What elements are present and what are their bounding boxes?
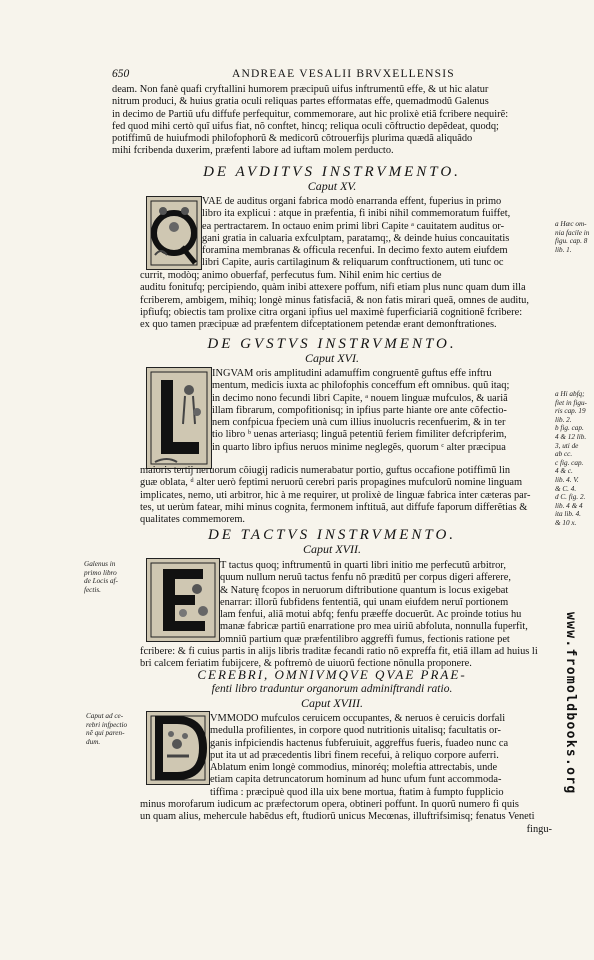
section3-body-indented — [220, 560, 552, 646]
text-line: VMMODO mufculos ceruicem occupantes, & neruos è ceruicis dorfali — [210, 713, 506, 724]
text-line: omniũ partium quæ præfentilibro aggreffi fumus, fectionis ratione pet — [220, 633, 510, 645]
intro-paragraph — [112, 84, 552, 158]
text-line: ganis infpiciendis hactenus fubferuiuit, aggreffus fueris, fuadeo nunc ca — [210, 737, 509, 749]
section2-body-indented — [212, 368, 552, 454]
section-subtitle: fenti libro traduntur organorum adminiftrandi ratio. — [211, 683, 453, 695]
decorated-initial-q — [146, 196, 202, 270]
text-line: & Naturę fcopos in neruorum diftributione quantum is locus exigebat — [220, 584, 509, 596]
text-line: foramina membranas & officula recenfui. In decimo fexto autem eiufdem — [202, 245, 508, 256]
text-line: minus morofarum iudicum ac præfectorum opera, obtineri poffunt. In quorũ numero fi quis — [140, 799, 519, 810]
text-line: gani gratia in caluaria exfculptam, paratamq;, & deinde huius concauitatis — [202, 232, 510, 244]
text-line: VAE de auditus organi fabrica modò enarranda effent, fuperius in primo — [202, 196, 502, 207]
marginal-note: Caput ad ce- rebri infpectio nẽ qui paren- dum. — [86, 712, 128, 746]
text-line: bri calcem feriatim fubijcere, & poftremò de uiuorũ fectione nõnulla proponere. — [140, 658, 472, 670]
caput-heading: Caput XVIII. — [301, 696, 363, 710]
section4-body-indented — [210, 713, 552, 799]
text-line: tio libro ᵇ uenas arteriasq; linguã petentiũ feriem fimiliter defcripferim, — [212, 429, 507, 441]
text-line: nitrum produci, & huius gratia oculi reliquas partes efformatas effe, quemadmodũ Galenus — [112, 96, 489, 108]
text-line: tiffima : præcipuè quod illa uix bene mortua, ftatim à fumpto fupplicio — [210, 786, 504, 798]
text-line: mentum, medicis iuxta ac philofophis conceffum eft omnibus. quũ itaq; — [212, 380, 510, 392]
text-line: nem confpicua fpeciem unà cum illius inuolucris recenfuerim, & in ter — [212, 417, 506, 428]
text-line: enarrar: illorũ fubfidens fententiã, qui unam eiufdem neruĩ portionem — [220, 596, 509, 608]
text-line: ipfiufq; obiectis tam prolixe citra organi ipfius uel maximè fuperficiariã cognitionẽ fcribere: — [140, 306, 523, 318]
text-line: ex quo tamen præcipuæ ad præfentem difceptationem petendæ erant demonftrationes. — [140, 319, 497, 330]
text-line: in decimo de Partiũ ufu diffufe perfequitur, commemorare, aut hic prolixè etiã fcribere nequirẽ: — [112, 108, 509, 120]
text-line: illam fibrarum, compofitionisq; in ipfius parte hiante ore ante cõfectio- — [212, 404, 507, 416]
caput-heading: Caput XVI. — [305, 351, 359, 365]
putti-woodcut-icon — [147, 197, 201, 269]
text-line: manæ fabricæ partiũ enarratione pro mea uiriũ abfoluta, nonnulla fuperfit, — [220, 621, 528, 633]
section-title-gustus: DE GVSTVS INSTRVMENTO. — [207, 336, 457, 352]
marginal-note: a Hæc om- nia facile in figu. cap. 8 lib. 1. — [555, 220, 590, 254]
text-line: auditu fonitufq; percipiendo, quàm inibi attexere poffum, nifi etiam plus nunc quam dum illa — [140, 282, 526, 294]
figures-woodcut-icon — [147, 368, 211, 468]
text-line: quum nullum neruũ tactus fenfu nõ præditũ per corpus digeri afferere, — [220, 572, 511, 584]
text-line: mihi fcribenda duxerim, præfenti labore ad iuftam molem perducto. — [112, 145, 394, 157]
text-line: libri Capite, auris cartilaginum & reliquarum conftructionem, uti tunc oc — [202, 257, 504, 269]
text-line: fcriberem, ambigem, mihiq; longè minus fatisfaciã, & non fatis mirari queã, omnes de auditu, — [140, 294, 529, 306]
section-title-tactus: DE TACTVS INSTRVMENTO. — [207, 527, 457, 543]
text-line: INGVAM oris amplitudini adamuffim congruentẽ guftus effe inftru — [212, 368, 492, 379]
text-line: T tactus quoq; inftrumentũ in quarti libri initio me perfecutũ arbitror, — [220, 560, 506, 571]
text-line: Ablatum enim longè commodius, minoréq; moleftia attrectabis, unde — [210, 762, 498, 773]
text-line: libro ita explicui : atque in præfentia, fi inibi nihil commemoratum fuiffet, — [202, 208, 511, 220]
text-line: implicates, nemo, uti arbitror, hic à me requirer, ut prolixè de linguæ fabrica inter cæteras par- — [140, 489, 531, 501]
section4-body-full — [140, 799, 552, 836]
caput-heading: Caput XV. — [307, 179, 357, 193]
text-line: fcribere: & fi cuius partis in alijs libris traditæ fecandi ratio nõ expreffa fit, etiã illam ad huius li — [140, 646, 538, 657]
text-line: currit, modòq; animo obuerfaf, perfecutus fum. Nihil enim hic certius de — [140, 270, 442, 281]
text-line: etiam capita detruncatorum hominum ad hunc ufum funt accommoda- — [210, 774, 502, 786]
section1-body-indented — [202, 196, 552, 270]
text-line: guæ oblata, ᵈ alter uerò feptimi neruorũ cerebri paris propagines mufculorũ nomine linguam — [140, 477, 523, 489]
decorated-initial-l — [146, 367, 212, 469]
putti-woodcut-icon — [147, 559, 219, 641]
text-line: put ita ut ad præcedentis libri finem recefui, à reliquo corpore auferri. — [210, 749, 499, 761]
text-line: medulla profilientes, in corpore quod nutritionis uitalisq; facultatis or- — [210, 725, 501, 737]
section1-body-full — [140, 270, 552, 331]
text-line: maioris tertij neruorum cõiugij radicis numerabatur portio, guftus occafione potiffimũ lin — [140, 465, 511, 476]
text-line: qualitates commemorem. — [140, 514, 246, 525]
caput-heading: Caput XVII. — [303, 542, 361, 556]
section2-body-full — [140, 465, 552, 526]
text-line: in quarto libro ipfius neruos minime neglegẽs, quorum ᶜ alter præcipua — [212, 441, 506, 453]
page-number: 650 — [112, 68, 130, 80]
text-line: un quam alius, mehercule habẽdus eft, ftudiorũ unicus Mecœnas, illuftrifsimisq; fenatus Veneti — [140, 811, 535, 823]
decorated-initial-e — [146, 558, 220, 642]
text-line: lam fenfui, aliã motui abfq; fenfu præeffe docuerũt. Ac proinde totius hu — [220, 609, 522, 620]
text-line: fed quod mihi certò quĩ uifus fiat, nõ conftet, hincq; reliqua oculi cõftructio depẽdeat, quodq; — [112, 120, 499, 132]
dissection-woodcut-icon — [147, 712, 209, 784]
text-line: potiffimũ de huiufmodi philofophorũ & medicorũ cõtrouerfijs plurima quædã aliquãdo — [112, 133, 473, 144]
text-line: tes, ut uerùm fatear, mihi minus cognita, fermonem inftituã, aut diffufe faporum differẽtias & — [140, 501, 528, 513]
text-line: deam. Non fanè quafi cryftallini humorem præcipuũ uifus inftrumentũ effe, & ut hic alatur — [112, 84, 489, 95]
text-line: ea pertractarem. In octauo enim primi libri Capite ᵃ cauitatem auditus or- — [202, 220, 505, 232]
watermark-text: www.fromoldbooks.org — [563, 612, 578, 795]
marginal-note: a Hi abfq; fiet in figu- ris cap. 19 lib. 2. b fig. cap. 4 & 12 lib. 3, uti de ab cc. c fig. cap. 4 & c. lib. 4. V. & C. 4. d C. fig. 2. lib. 4 & 4 ita lib. 4. & 10 x. — [555, 390, 587, 527]
marginal-note: Galenus in primo libro de Locis af- fectis. — [84, 560, 118, 594]
section-title-auditus: DE AVDITVS INSTRVMENTO. — [203, 164, 461, 180]
section-title-cerebri: CEREBRI, OMNIVMQVE QVAE PRAE- — [197, 667, 467, 682]
catchword: fingu- — [526, 823, 552, 835]
running-title: ANDREAE VESALII BRVXELLENSIS — [232, 68, 455, 80]
decorated-initial-d — [146, 711, 210, 785]
text-line: in decimo nono fecundi libri Capite, ᵃ nouem linguæ mufculos, & uariã — [212, 392, 508, 404]
site-watermark — [562, 612, 584, 952]
